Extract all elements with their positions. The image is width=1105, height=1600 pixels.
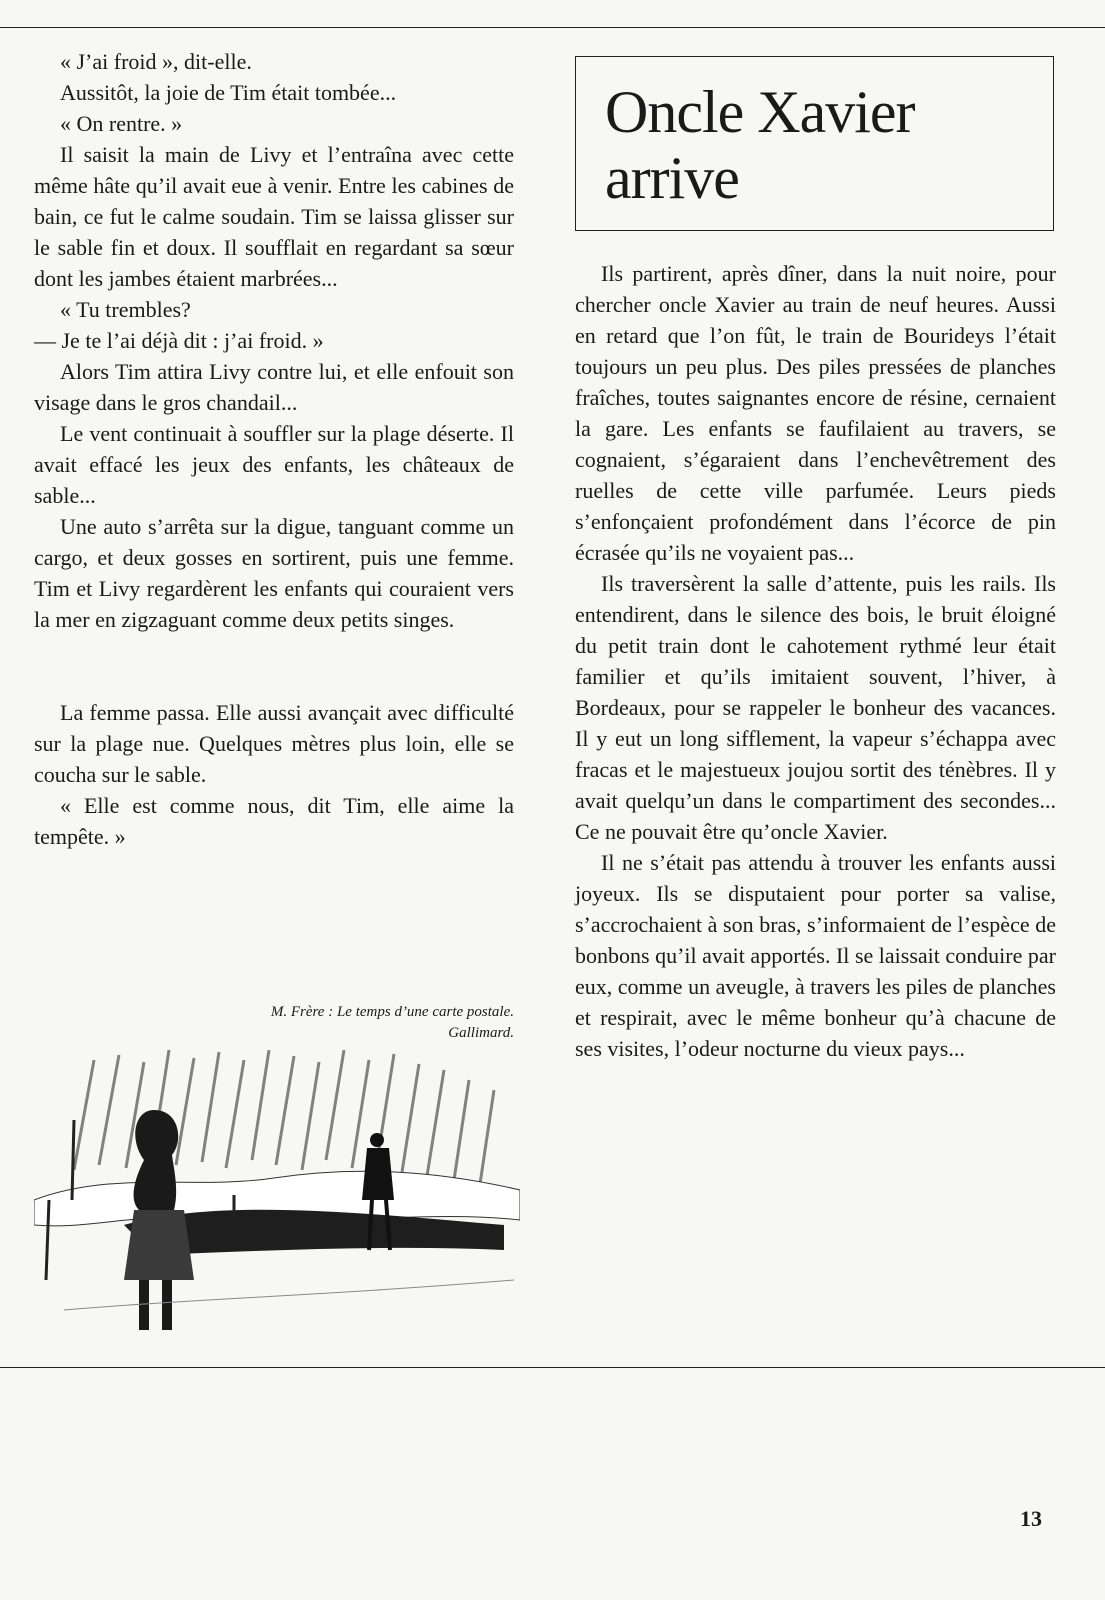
top-rule [0,27,1105,28]
paragraph: « J’ai froid », dit-elle. [60,49,252,74]
beach-sand-lines [64,1280,514,1310]
left-text-column [34,46,514,852]
paragraph: Il ne s’était pas attendu à trouver les enfants aussi joyeux. Ils se disputaient pour porter sa valise, s’accrochaient à son bras, s’informaient de l’espèce de bonbons qu’il avait apportés. Il se laissait conduire par eux, comme un aveugle, à travers les piles de planches et respirait, avec le même bonheur qu’à chacune de ses visites, l’odeur nocturne du vieux pays... [575,850,1056,1061]
paragraph: « On rentre. » [60,111,183,136]
rain-streaks [74,1050,494,1184]
chapter-title: Oncle Xavier arrive [605,79,915,211]
paragraph: Ils traversèrent la salle d’attente, puis les rails. Ils entendirent, dans le silence des bois, le bruit éloigné du petit train dont le cahotement rythmé leur était familier et qu’ils imitaient souvent, l’hiver, à Bordeaux, pour se rappeler le bonheur des vacances. Il y eut un long sifflement, la vapeur s’échappa avec fracas et le majestueux joujou sortit des ténèbres. Il y avait quelqu’un dans le compartiment des secondes... Ce ne pouvait être qu’oncle Xavier. [575,571,1056,844]
section-gap [34,666,514,697]
page-number: 13 [1020,1506,1042,1531]
paragraph: Il saisit la main de Livy et l’entraîna avec cette même hâte qu’il avait eue à venir. Entre les cabines de bain, ce fut le calme soudain. Tim se laissa glisser sur le sable fin et doux. Il soufflait en regardant sa sœur dont les jambes étaient marbrées... [34,142,514,291]
paragraph: Une auto s’arrêta sur la digue, tanguant comme un cargo, et deux gosses en sortirent, puis une femme. Tim et Livy regardèrent les enfants qui couraient vers la mer en zigzaguant comme deux petits singes. [34,514,514,632]
source-citation-publisher: Gallimard. [448,1025,514,1041]
paragraph: — Je te l’ai déjà dit : j’ai froid. » [34,328,324,353]
storm-beach-illustration [34,1050,520,1350]
bottom-rule [0,1367,1105,1368]
paragraph: Aussitôt, la joie de Tim était tombée... [60,80,397,105]
paragraph: « Elle est comme nous, dit Tim, elle aime la tempête. » [34,793,514,849]
girl-figure [124,1110,194,1330]
source-citation [34,1002,514,1044]
paragraph: Ils partirent, après dîner, dans la nuit noire, pour chercher oncle Xavier au train de neuf heures. Aussi en retard que l’on fût, le train de Bourideys l’était toujours un peu plus. Des piles pressées de planches fraîches, toutes saignantes encore de résine, cernaient la gare. Les enfants se faufilaient au travers, se cognaient, s’égaraient dans l’enchevêtrement des ruelles de cette ville parfumée. Leurs pieds s’enfonçaient profondément dans l’écorce de pin écrasée qu’ils ne voyaient pas... [575,261,1056,565]
paragraph: « Tu trembles? [60,297,191,322]
source-citation-title: M. Frère : Le temps d’une carte postale. [270,1004,514,1020]
paragraph: La femme passa. Elle aussi avançait avec difficulté sur la plage nue. Quelques mètres plus loin, elle se coucha sur le sable. [34,700,514,787]
right-text-column [575,258,1056,1064]
paragraph: Le vent continuait à souffler sur la plage déserte. Il avait effacé les jeux des enfants, les châteaux de sable... [34,421,514,508]
section-gap [34,635,514,666]
paragraph: Alors Tim attira Livy contre lui, et elle enfouit son visage dans le gros chandail... [34,359,514,415]
chapter-title-box [575,56,1054,231]
